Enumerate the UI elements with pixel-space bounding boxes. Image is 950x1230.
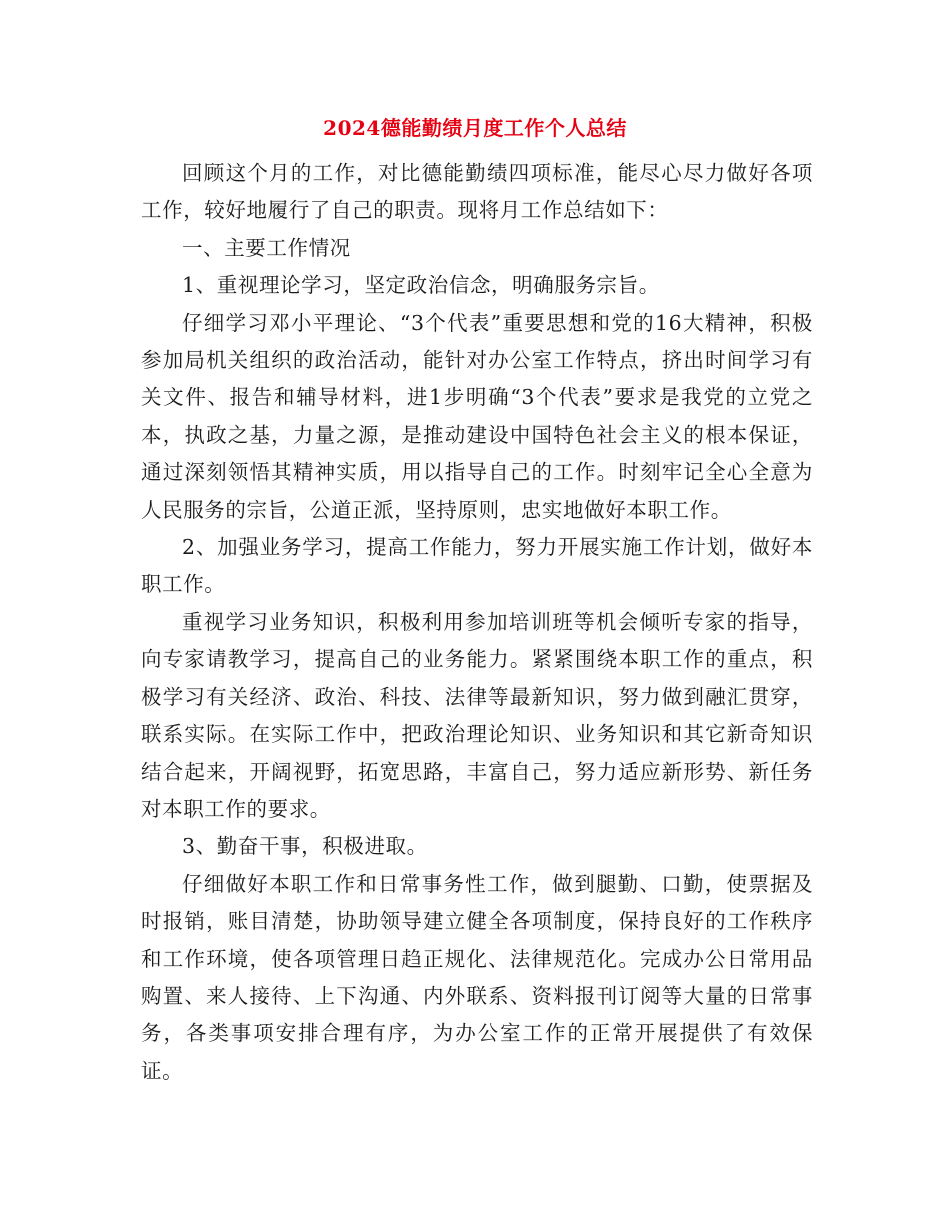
paragraph-business-study: 重视学习业务知识，积极利用参加培训班等机会倾听专家的指导，向专家请教学习，提高自己的业务能力。紧紧围绕本职工作的重点，积极学习有关经济、政治、科技、法律等最新知识，努力做到融汇贯穿，联系实际。在实际工作中，把政治理论知识、业务知识和其它新奇知识结合起来，开阔视野，拓宽思路，丰富自己，努力适应新形势、新任务对本职工作的要求。	[141, 609, 813, 821]
paragraph-intro: 回顾这个月的工作，对比德能勤绩四项标准，能尽心尽力做好各项工作，较好地履行了自己的职责。现将月工作总结如下：	[141, 161, 813, 223]
subheading-diligent-work: 3、勤奋干事，积极进取。	[182, 834, 428, 859]
section-heading-main-work: 一、主要工作情况	[182, 235, 351, 260]
paragraph-diligent-work: 仔细做好本职工作和日常事务性工作，做到腿勤、口勤，使票据及时报销，账目清楚，协助领导建立健全各项制度，保持良好的工作秩序和工作环境，使各项管理日趋正规化、法律规范化。完成办公日常用品购置、来人接待、上下沟通、内外联系、资料报刊订阅等大量的日常事务，各类事项安排合理有序，为办公室工作的正常开展提供了有效保证。	[141, 871, 813, 1083]
subheading-business-study: 2、加强业务学习，提高工作能力，努力开展实施工作计划，做好本职工作。	[141, 535, 813, 597]
paragraph-theory-study: 仔细学习邓小平理论、“3个代表”重要思想和党的16大精神，积极参加局机关组织的政治活动，能针对办公室工作特点，挤出时间学习有关文件、报告和辅导材料，进1步明确“3个代表”要求是我党的立党之本，执政之基，力量之源，是推动建设中国特色社会主义的根本保证，通过深刻领悟其精神实质，用以指导自己的工作。时刻牢记全心全意为人民服务的宗旨，公道正派，坚持原则，忠实地做好本职工作。	[141, 310, 813, 522]
document-body	[141, 155, 813, 1090]
document-title: 2024德能勤绩月度工作个人总结	[323, 116, 627, 140]
subheading-theory-study: 1、重视理论学习，坚定政治信念，明确服务宗旨。	[182, 273, 660, 298]
